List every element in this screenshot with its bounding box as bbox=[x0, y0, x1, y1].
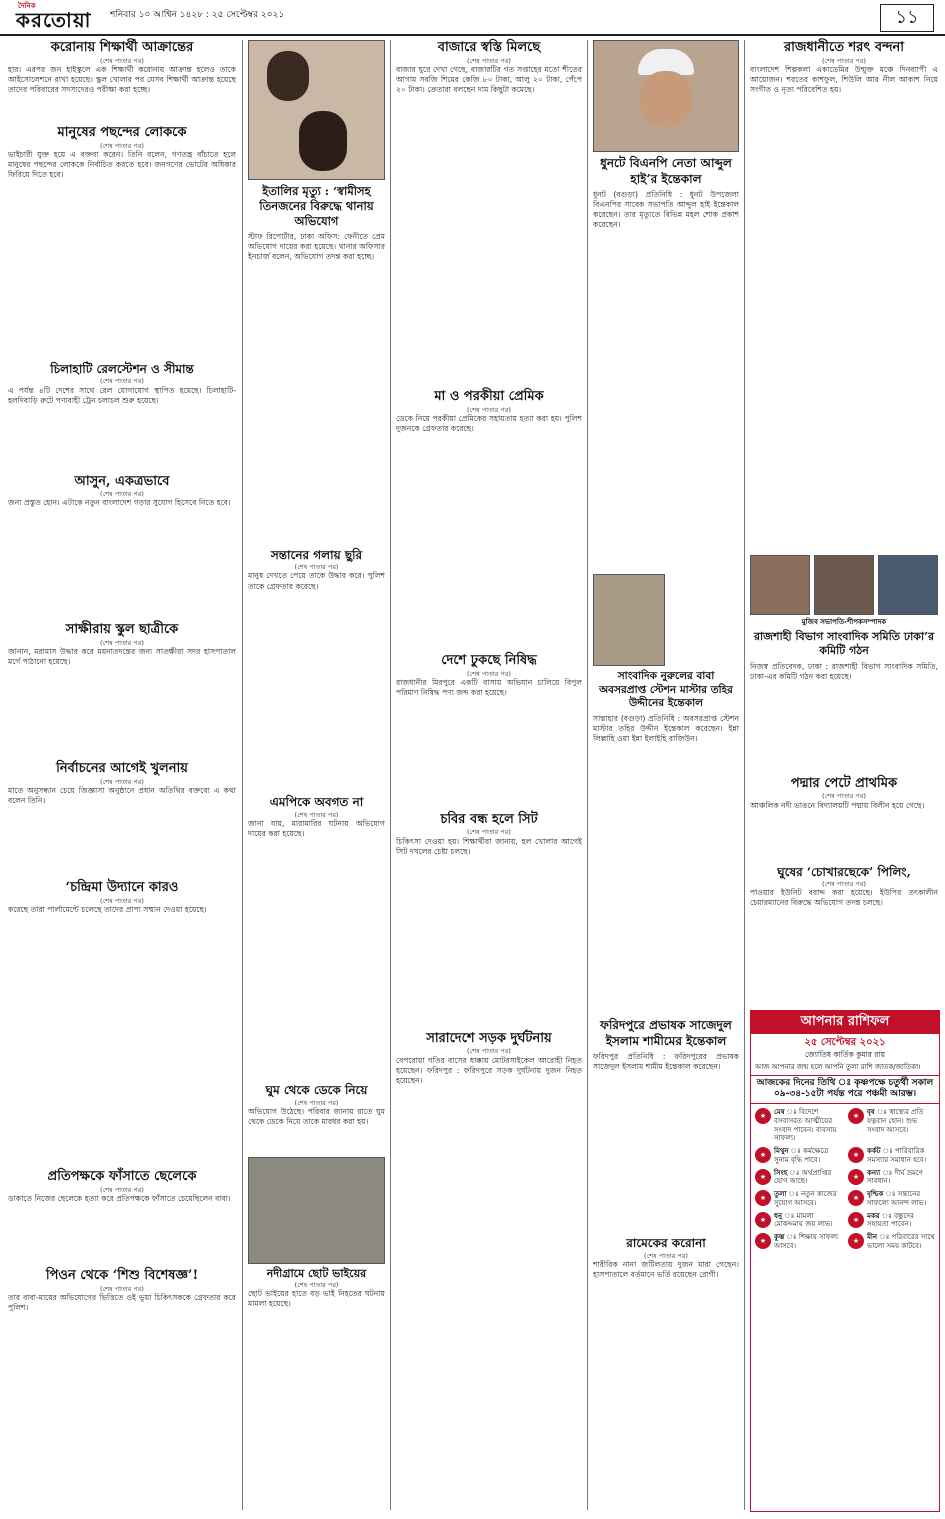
headline: পদ্মার পেটে প্রাথমিক bbox=[790, 775, 898, 791]
headline: মানুষের পছন্দের লোককে bbox=[57, 124, 187, 140]
article-body: এ পর্যন্ত ৪টি দেশের সাথে রেল যোগাযোগ স্থাপিত হয়েছে। চিলাহাটি-হলদিবাড়ি রুটে পণ্যবাহী ট্রেন চলাচল শুরু হয়েছে। bbox=[8, 385, 236, 405]
headline: এমপিকে অবগত না bbox=[269, 795, 364, 810]
article-body: ছোট ভাইয়ের হাতে বড় ভাই নিহতের ঘটনায় মামলা হয়েছে। bbox=[248, 1289, 385, 1309]
headline: পিওন থেকে ‘শিশু বিশেষজ্ঞ’! bbox=[45, 1268, 199, 1284]
zodiac-sign-name: কন্যা bbox=[867, 1168, 881, 1177]
headline: সন্তানের গলায় ছুরি bbox=[270, 547, 363, 562]
zodiac-sign-icon: ★ bbox=[755, 1169, 771, 1185]
continued-note: (শেষ পাতার পর) bbox=[467, 669, 511, 678]
zodiac-sign-text: কুম্ভ ঃ শিক্ষায় সাফল্য আসবে। bbox=[774, 1233, 839, 1250]
headline: রাজশাহী বিভাগ সাংবাদিক সমিতি ঢাকা’র কমিটি গঠন bbox=[753, 630, 935, 658]
zodiac-sign-item bbox=[848, 1212, 935, 1230]
zodiac-sign-name: কুম্ভ bbox=[774, 1233, 785, 1241]
zodiac-sign-name: বৃষ bbox=[867, 1108, 875, 1116]
page-number: ১১ bbox=[880, 4, 934, 32]
zodiac-sign-icon: ★ bbox=[755, 1212, 771, 1228]
continued-note: (শেষ পাতার পর) bbox=[100, 1185, 144, 1194]
zodiac-sign-text: মেষ ঃ বিদেশে বসবাসরত আত্মীয়ের সংবাদ পাবেন। ব্যবসায় সাফল্য। bbox=[774, 1108, 837, 1143]
column-3 bbox=[396, 40, 582, 1436]
horoscope-intro: আজ আপনার জন্ম হলে আপনি তুলা রাশি জাতক/জাতিকা। bbox=[755, 1063, 921, 1072]
zodiac-sign-text: বৃশ্চিক ঃ সন্তানের সাফল্যে আনন্দ লাভ। bbox=[867, 1190, 927, 1207]
column-5 bbox=[750, 40, 938, 485]
zodiac-sign-item bbox=[755, 1169, 842, 1187]
logo-main-text: করতোয়া bbox=[16, 8, 92, 32]
continued-note: (শেষ পাতার পর) bbox=[100, 639, 144, 648]
article-body: রাজধানীর মিরপুরে একটি বাসায় অভিযান চালিয়ে বিপুল পরিমাণ নিষিদ্ধ পণ্য জব্দ করা হয়েছে। bbox=[396, 677, 582, 697]
article-body: স্টাফ রিপোর্টার, ঢাকা অফিস: ফেনীতে প্রেম অভিযোগ দায়ের করা হয়েছে। থানার অফিসার ইনচার্জ বলেন, অভিযোগ তদন্ত করা হচ্ছে। bbox=[248, 231, 385, 261]
news-photo bbox=[248, 1157, 385, 1264]
headline: ইতালির মৃত্যু : ‘স্বামীসহ তিনজনের বিরুদ্ধে থানায় অভিযোগ bbox=[259, 184, 374, 228]
zodiac-sign-name: মেষ bbox=[774, 1108, 785, 1116]
zodiac-sign-text: ধনু ঃ মামলা মোকদ্দমায় জয় লাভ। bbox=[774, 1211, 833, 1229]
continued-note: (শেষ পাতার পর) bbox=[100, 778, 144, 787]
column-divider bbox=[587, 40, 588, 1510]
headline: নির্বাচনের আগেই খুলনায় bbox=[56, 761, 188, 777]
headline: বাজারে স্বস্তি মিলছে bbox=[437, 40, 541, 55]
portrait-photo bbox=[750, 555, 810, 615]
continued-note: (শেষ পাতার পর) bbox=[822, 879, 866, 888]
person-photo bbox=[267, 51, 309, 101]
article-body: পাওয়ার ইউনিট বরাদ্দ করা হয়েছে। ইউপির তৎকালীন চেয়ারম্যানের বিরুদ্ধে অভিযোগ তদন্ত চলছে। bbox=[750, 888, 938, 908]
article-body: জানা যায়, মারামারির ঘটনায় অভিযোগ দায়ের করা হয়েছে। bbox=[248, 819, 385, 839]
continued-note: (শেষ পাতার পর) bbox=[294, 1098, 339, 1107]
headline: ধুনটে বিএনপি নেতা আব্দুল হাই’র ইন্তেকাল bbox=[600, 156, 732, 186]
headline: ঘুম থেকে ডেকে নিয়ে bbox=[265, 1083, 368, 1098]
zodiac-sign-icon: ★ bbox=[755, 1108, 771, 1124]
zodiac-sign-item bbox=[755, 1190, 842, 1208]
continued-note: (শেষ পাতার পর) bbox=[100, 377, 144, 386]
zodiac-signs-list bbox=[751, 1104, 939, 1259]
continued-note: (শেষ পাতার পর) bbox=[100, 56, 144, 65]
zodiac-sign-text: বৃষ ঃ স্বাস্থ্যের প্রতি যত্নবান হোন। শুভ সংবাদ আসবে। bbox=[867, 1108, 924, 1134]
continued-note: (শেষ পাতার পর) bbox=[467, 405, 511, 414]
portrait-photo bbox=[593, 574, 665, 666]
article-body: জানান, মরামাস উদ্ধার করে ময়নাতদন্তের জন্য সাতক্ষীরা সদর হাসপাতাল মর্গে পাঠানো হয়েছে। bbox=[8, 647, 236, 667]
zodiac-sign-icon: ★ bbox=[755, 1147, 771, 1163]
continued-note: (শেষ পাতার পর) bbox=[100, 896, 144, 905]
continued-note: (শেষ পাতার পর) bbox=[822, 792, 866, 801]
zodiac-sign-name: মীন bbox=[867, 1233, 878, 1241]
continued-note: (শেষ পাতার পর) bbox=[100, 490, 144, 499]
headline: ‘চন্দ্রিমা উদ্যানে কারও bbox=[65, 880, 179, 896]
zodiac-sign-item bbox=[755, 1212, 842, 1230]
headline: ফরিদপুরে প্রভাষক সাজেদুল ইসলাম শামীমের ইন্তেকাল bbox=[600, 1018, 732, 1048]
column-1 bbox=[8, 40, 236, 1513]
horoscope-title: আপনার রাশিফল bbox=[751, 1011, 939, 1034]
zodiac-sign-icon: ★ bbox=[848, 1190, 864, 1206]
zodiac-sign-icon: ★ bbox=[755, 1233, 771, 1249]
zodiac-sign-item bbox=[755, 1233, 842, 1251]
headline: সাংবাদিক নুরুলের বাবা অবসরপ্রাপ্ত স্টেশন মাস্টার তহির উদ্দীনের ইন্তেকাল bbox=[599, 670, 733, 710]
zodiac-sign-text: সিংহ ঃ অর্থপ্রাপ্তির যোগ আছে। bbox=[774, 1168, 832, 1186]
zodiac-sign-icon: ★ bbox=[848, 1169, 864, 1185]
continued-note: (শেষ পাতার পর) bbox=[294, 1280, 339, 1289]
photo-caption: মুজিব সভাপতি-শীপকসম্পাদক bbox=[801, 618, 887, 626]
headline: চবির বন্ধ হলে সিট bbox=[440, 811, 538, 827]
zodiac-sign-item bbox=[848, 1108, 935, 1143]
article-body: আঞ্চলিক নদী ভাঙনে বিদ্যালয়টি পদ্মায় বিলীন হয়ে গেছে। bbox=[750, 800, 925, 810]
article-body: মানুষ দেখতে পেয়ে তাকে উদ্ধার করে। পুলিশ তাকে গ্রেফতার করেছে। bbox=[248, 571, 385, 591]
headline: আসুন, একত্রভাবে bbox=[74, 473, 170, 489]
headline: ঘুষের ‘চোখারছেকে’ পিলিং, bbox=[777, 864, 911, 879]
zodiac-sign-name: মিথুন bbox=[774, 1147, 789, 1155]
zodiac-sign-name: ধনু bbox=[774, 1211, 783, 1220]
zodiac-sign-text: মিথুন ঃ কর্মক্ষেত্রে সুনাম বৃদ্ধি পাবে। bbox=[774, 1147, 829, 1164]
article-body: ভাইচারী যুক্ত হয়ে এ বক্তব্য করেন। তিনি বলেন, গণতন্ত্র বাঁচাতে হলে মানুষের পছন্দের লোককে নির্বাচিত করতে হবে। জনগণের ভোটের অধিকার ফিরিয়ে দিতে হবে। bbox=[8, 149, 236, 179]
dateline: শনিবার ১০ আশ্বিন ১৪২৮ : ২৫ সেপ্টেম্বর ২০২১ bbox=[110, 10, 285, 20]
headline: রাজধানীতে শরৎ বন্দনা bbox=[783, 40, 905, 55]
masthead bbox=[0, 0, 945, 36]
headline: নদীগ্রামে ছোট ভাইয়ের bbox=[266, 1266, 367, 1280]
headline: দেশে ঢুকছে নিষিদ্ধ bbox=[441, 652, 537, 668]
article-body: ডাকাতে নিজের ছেলেকে হত্যা করে প্রতিপক্ষকে ফাঁসাতে চেয়েছিলেন বাবা। bbox=[8, 1194, 231, 1204]
column-divider bbox=[242, 40, 243, 1510]
article-body: সান্তাহার (বগুড়া) প্রতিনিধি : অবসরপ্রাপ্ত স্টেশন মাস্টার তহির উদ্দীন ইন্তেকাল করেছেন। ইন্না লিল্লাহি ওয়া ইন্না ইলাইহি রাজিউন। bbox=[593, 714, 739, 744]
headline: রামেকের করোনা bbox=[626, 1236, 706, 1251]
article-body: তার বাবা-মায়ের অভিযোগের ভিত্তিতে ওই ভুয়া চিকিৎসককে গ্রেফতার করে পুলিশ। bbox=[8, 1293, 236, 1313]
zodiac-sign-name: তুলা bbox=[774, 1190, 787, 1198]
continued-note: (শেষ পাতার পর) bbox=[644, 1251, 688, 1260]
column-4 bbox=[593, 40, 739, 1350]
portrait-photo bbox=[248, 40, 385, 180]
zodiac-sign-icon: ★ bbox=[848, 1212, 864, 1228]
portrait-photo bbox=[593, 40, 739, 152]
zodiac-sign-name: সিংহ bbox=[774, 1168, 788, 1177]
continued-note: (শেষ পাতার পর) bbox=[294, 563, 339, 572]
article-body: বাংলাদেশ শিল্পকলা একাডেমির উন্মুক্ত মঞ্চে দিনব্যাপী এ আয়োজন। শরতের কাশফুল, শিউলি আর নীল আকাশ নিয়ে সংগীত ও নৃত্য পরিবেশিত হয়। bbox=[750, 64, 938, 94]
horoscope-date: ২৫ সেপ্টেম্বর ২০২১ bbox=[804, 1036, 886, 1048]
zodiac-sign-text: মীন ঃ পরিবারের সাথে ভালো সময় কাটবে। bbox=[867, 1233, 935, 1250]
article-body: ডেকে নিয়ে পরকীয়া প্রেমিকের সহায়তায় হত্যা করা হয়। পুলিশ দুজনকে গ্রেফতার করেছে। bbox=[396, 413, 582, 433]
zodiac-sign-item bbox=[848, 1147, 935, 1165]
continued-note: (শেষ পাতার পর) bbox=[467, 828, 511, 837]
person-photo bbox=[299, 111, 347, 171]
continued-note: (শেষ পাতার পর) bbox=[100, 141, 144, 150]
column-5-lower bbox=[750, 630, 938, 958]
article-body: করেছে তারা পার্লামেন্টে চলেছে তাদের প্রাপ্য সম্মান দেওয়া হয়েছে। bbox=[8, 905, 207, 915]
continued-note: (শেষ পাতার পর) bbox=[100, 1284, 144, 1293]
zodiac-sign-name: বৃশ্চিক bbox=[867, 1190, 884, 1198]
article-body: ফরিদপুর প্রতিনিধি : ফরিদপুরের প্রভাষক সাজেদুল ইসলাম শামীম ইন্তেকাল করেছেন। bbox=[593, 1052, 739, 1072]
zodiac-sign-item bbox=[848, 1169, 935, 1187]
horoscope-box bbox=[750, 1010, 940, 1512]
tithi-line: আজকের দিনের তিথি ঃ কৃষ্ণপক্ষে চতুর্থী সকাল ০৯-৩৪-১৫টা পর্যন্ত পরে পঞ্চমী আরম্ভ। bbox=[751, 1075, 939, 1104]
portrait-photo bbox=[814, 555, 874, 615]
article-body: ধুনট (বগুড়া) প্রতিনিধি : ধুনট উপজেলা বিএনপির সাবেক সভাপতি আব্দুল হাই ইন্তেকাল করেছেন। তার মৃত্যুতে বিভিন্ন মহল শোক প্রকাশ করেছেন। bbox=[593, 190, 739, 230]
zodiac-sign-item bbox=[755, 1108, 842, 1143]
zodiac-sign-icon: ★ bbox=[755, 1190, 771, 1206]
headline: চিলাহাটি রেলস্টেশন ও সীমান্ত bbox=[50, 361, 194, 376]
headline: সারাদেশে সড়ক দুর্ঘটনায় bbox=[426, 1030, 552, 1046]
portrait-photo bbox=[878, 555, 938, 615]
zodiac-sign-text: তুলা ঃ নতুন কাজের সুযোগ আসবে। bbox=[774, 1190, 837, 1207]
person-photo bbox=[640, 71, 692, 127]
zodiac-sign-icon: ★ bbox=[848, 1108, 864, 1124]
continued-note: (শেষ পাতার পর) bbox=[467, 1047, 511, 1056]
article-body: অভিযোগ উঠেছে। পরিবার জানায় রাতে ঘুম থেকে ডেকে নিয়ে তাকে মারধর করা হয়। bbox=[248, 1106, 385, 1126]
column-divider bbox=[390, 40, 391, 1510]
headline: সাক্ষীরায় স্কুল ছাত্রীকে bbox=[65, 622, 179, 638]
headline: মা ও পরকীয়া প্রেমিক bbox=[434, 388, 544, 404]
column-2 bbox=[248, 40, 385, 1359]
column-divider bbox=[744, 40, 745, 1510]
continued-note: (শেষ পাতার পর) bbox=[467, 56, 511, 65]
zodiac-sign-item bbox=[848, 1190, 935, 1208]
headline: করোনায় শিক্ষার্থী আক্রান্তের bbox=[50, 40, 194, 55]
article-body: চিকিৎসা দেওয়া হয়। শিক্ষার্থীরা জানায়, হল খোলার আগেই সিট দখলের চেষ্টা চলছে। bbox=[396, 836, 582, 856]
continued-note: (শেষ পাতার পর) bbox=[294, 810, 339, 819]
zodiac-sign-item bbox=[848, 1233, 935, 1251]
zodiac-sign-text: কর্কট ঃ পারিবারিক সমস্যার সমাধান হবে। bbox=[867, 1147, 927, 1164]
zodiac-sign-icon: ★ bbox=[848, 1147, 864, 1163]
newspaper-logo bbox=[14, 2, 102, 32]
zodiac-sign-name: মকর bbox=[867, 1211, 880, 1220]
article-body: মাতে অনুসন্ধান চেয়ে জিজ্ঞাসা অনুষ্ঠানে প্রধান অতিথির বক্তব্যে এ কথা বলেন তিনি। bbox=[8, 786, 236, 806]
zodiac-sign-name: কর্কট bbox=[867, 1147, 881, 1155]
article-body: নিজস্ব প্রতিবেদক, ঢাকা : রাজশাহী বিভাগ সাংবাদিক সমিতি, ঢাকা-এর কমিটি গঠন করা হয়েছে। bbox=[750, 661, 938, 681]
article-body: জন্য প্রস্তুত হোন। এটাকে নতুন বাংলাদেশ গড়ার সুযোগ হিসেবে নিতে হবে। bbox=[8, 498, 231, 508]
zodiac-sign-text: মকর ঃ বন্ধুদের সহায়তা পাবেন। bbox=[867, 1211, 914, 1229]
zodiac-sign-item bbox=[755, 1147, 842, 1165]
article-body: শারীরিক নানা জটিলতায় দুজন মারা গেছেন। হাসপাতালে বর্তমানে ভর্তি রয়েছেন রোগী। bbox=[593, 1259, 739, 1279]
logo-small-text: দৈনিক bbox=[18, 2, 36, 10]
article-body: বাজার ঘুরে দেখা গেছে, বাজারটির গত সপ্তাহের মতো শীতের আগাম সবজি শিমের কেজি ৮০ টাকা, আলু ২০ টাকা, পেঁপে ২০ টাকা। ক্রেতারা বলছেন দাম কিছুটা কমেছে। bbox=[396, 64, 582, 94]
horoscope-author: জ্যোতিষ কার্তিক কুমার রায় bbox=[804, 1050, 886, 1060]
zodiac-sign-text: কন্যা ঃ দীর্ঘ ভ্রমণে সাবধান। bbox=[867, 1168, 923, 1186]
article-body: হার। এরপর জন হাইস্কুলে এক শিক্ষার্থী করোনায় আক্রান্ত হলেও তাকে আইসোলেশনে রাখা হয়েছে। স্কুল খোলার পর যেসব শিক্ষার্থী আক্রান্ত হয়েছে তাদের পরিবারের সদস্যদেরও পরীক্ষা করা হচ্ছে। bbox=[8, 64, 236, 94]
zodiac-sign-icon: ★ bbox=[848, 1233, 864, 1249]
headline: প্রতিপক্ষকে ফাঁসাতে ছেলেকে bbox=[47, 1169, 197, 1185]
article-body: বেপরোয়া গতির বাসের ধাক্কায় মোটরসাইকেল আরোহী নিহত হয়েছেন। ফরিদপুর : ফরিদপুরে সড়ক দুর্ঘটনায় দুজন নিহত হয়েছেন। bbox=[396, 1055, 582, 1085]
photo-strip bbox=[750, 555, 938, 615]
continued-note: (শেষ পাতার পর) bbox=[822, 56, 866, 65]
